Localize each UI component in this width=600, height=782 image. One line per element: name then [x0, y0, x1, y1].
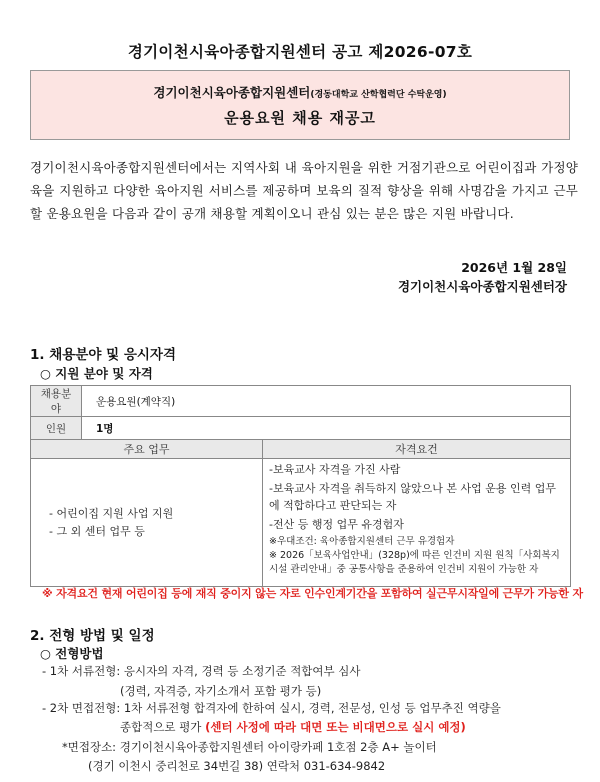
section2-subtitle: ○ 전형방법 [40, 646, 104, 661]
requirement-item: -보육교사 자격을 취득하지 않았으나 본 사업 운용 인력 업무에 적합하다고 판단되는 자 [269, 482, 556, 512]
title-box [30, 70, 570, 140]
screening-line-4-text: 종합적으로 평가 [120, 720, 206, 734]
screening-line-4 [120, 719, 466, 735]
center-name-line [31, 83, 569, 101]
eligibility-warning: ※ 자격요건 현재 어린이집 등에 재직 중이지 않는 자로 인수인계기간을 포함하여 실근무시작일에 근무가 가능한 자 [42, 587, 583, 600]
requirement-item: -전산 등 행정 업무 유경험자 [269, 518, 404, 531]
screening-line-2: (경력, 자격증, 자기소개서 포함 평가 등) [120, 684, 322, 698]
section1-subtitle: ○ 지원 분야 및 자격 [40, 366, 153, 381]
duty-item: - 어린이집 지원 사업 지원 [49, 506, 174, 520]
field-label: 채용분야 [31, 386, 82, 417]
intro-paragraph: 경기이천시육아종합지원센터에서는 지역사회 내 육아지원을 위한 거점기관으로 어린이집과 가정양육을 지원하고 다양한 육아지원 서비스를 제공하며 보육의 질적 향상을 위해 사명감을 가지고 근무할 운용요원을 다음과 같이 공개 채용할 계획이오니 관심 있는 분은 많은 지원 바랍니다. [30, 160, 578, 221]
count-value: 1명 [82, 417, 571, 440]
req-header: 자격요건 [263, 440, 571, 459]
duty-item: - 그 외 센터 업무 등 [49, 524, 145, 538]
section1-title: 1. 채용분야 및 응시자격 [30, 347, 176, 363]
notice-title: 경기이천시육아종합지원센터 공고 제2026-07호 [127, 43, 473, 61]
center-name: 경기이천시육아종합지원센터 [153, 85, 311, 100]
screening-line-3: - 2차 면접전형: 1차 서류전형 합격자에 한하여 실시, 경력, 전문성, 인성 등 업무추진 역량을 [42, 701, 501, 715]
notice-date: 2026년 1월 28일 [461, 260, 567, 275]
screening-line-1: - 1차 서류전형: 응시자의 자격, 경력 등 소정기준 적합여부 심사 [42, 664, 361, 678]
section2-title: 2. 전형 방법 및 일정 [30, 628, 155, 644]
count-label: 인원 [31, 417, 82, 440]
field-value: 운용요원(계약직) [82, 386, 571, 417]
requirement-item: -보육교사 자격을 가진 사람 [269, 463, 401, 476]
recruit-title: 운용요원 채용 재공고 [224, 109, 376, 127]
signer: 경기이천시육아종합지원센터장 [397, 279, 567, 294]
interview-address: (경기 이천시 중리천로 34번길 38) 연락처 031-634-9842 [88, 759, 386, 773]
screening-line-4-note: (센터 사정에 따라 대면 또는 비대면으로 실시 예정) [205, 720, 466, 734]
duties-cell [31, 459, 263, 587]
pref-note: ※우대조건: 육아종합지원센터 근무 유경험자 [269, 536, 455, 547]
budget-note: ※ 2026「보육사업안내」(328p)에 따른 인건비 지원 원칙「사회복지시설 관리안내」중 공통사항을 준용하여 인건비 지원이 가능한 자 [269, 550, 560, 575]
job-table [30, 385, 571, 587]
center-sub: (경동대학교 산학협력단 수탁운영) [310, 90, 447, 100]
requirements-cell [263, 459, 571, 587]
duty-header: 주요 업무 [31, 440, 263, 459]
interview-location: *면접장소: 경기이천시육아종합지원센터 아이랑카페 1호점 2층 A+ 놀이터 [62, 740, 437, 754]
